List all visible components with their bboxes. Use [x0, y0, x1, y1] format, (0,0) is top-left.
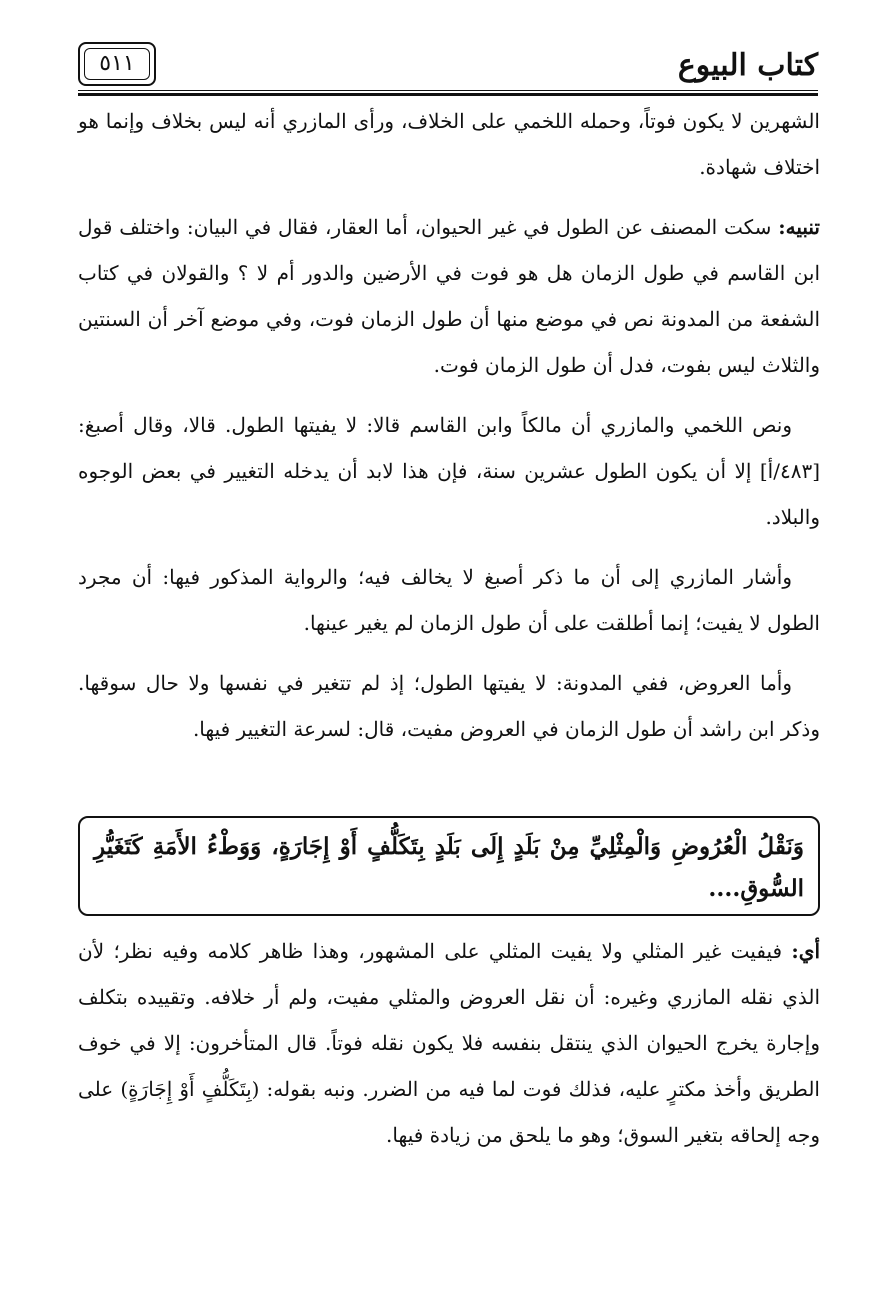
paragraph-text: فيفيت غير المثلي ولا يفيت المثلي على المشهور، وهذا ظاهر كلامه وفيه نظر؛ لأن الذي نقله المازري وغيره: أن نقل العروض والمثلي مفيت، ولم أر خلافه. وتقييده بتكلف وإجارة يخرج الحيوان الذي ينتقل بنفسه فلا يكون نقله فوتاً. قال المتأخرون: إلا في خوف الطريق وأخذ مكترٍ عليه، فذلك فوت لما فيه من الضرر. ونبه بقوله: (بِتَكَلُّفٍ أَوْ إِجَارَةٍ) على وجه إلحاقه بتغير السوق؛ وهو ما يلحق من زيادة فيها. — [78, 939, 820, 1147]
page-number: ٥١١ — [99, 51, 135, 76]
paragraph-text: سكت المصنف عن الطول في غير الحيوان، أما العقار، فقال في البيان: واختلف قول ابن القاسم في طول الزمان هل هو فوت في الأرضين والدور أم لا ؟ والقولان في كتاب الشفعة من المدونة نص في موضع منها أن طول الزمان فوت، وفي موضع آخر أن السنتين والثلاث ليس بفوت، فدل أن طول الزمان فوت. — [78, 215, 820, 377]
paragraph — [78, 554, 820, 646]
commentary-top — [78, 98, 820, 766]
paragraph-text: وأشار المازري إلى أن ما ذكر أصبغ لا يخالف فيه؛ والرواية المذكور فيها: أن مجرد الطول لا يفيت؛ إنما أطلقت على أن طول الزمان لم يغير عينها. — [78, 565, 820, 635]
page-number-frame — [78, 42, 156, 86]
paragraph — [78, 204, 820, 388]
header-rule — [78, 93, 818, 96]
matn-box — [78, 816, 820, 916]
chapter-title: كتاب البيوع — [677, 48, 818, 83]
header-thin-rule — [78, 90, 818, 91]
page-header — [78, 38, 818, 96]
paragraph — [78, 928, 820, 1158]
paragraph-lead: تنبيه: — [778, 215, 820, 239]
commentary-bottom — [78, 928, 820, 1172]
paragraph — [78, 98, 820, 190]
paragraph-lead: أي: — [791, 939, 820, 963]
paragraph-text: الشهرين لا يكون فوتاً، وحمله اللخمي على الخلاف، ورأى المازري أنه ليس بخلاف وإنما هو اختلاف شهادة. — [78, 109, 820, 179]
paragraph-text: وأما العروض، ففي المدونة: لا يفيتها الطول؛ إذ لم تتغير في نفسها ولا حال سوقها. وذكر ابن راشد أن طول الزمان في العروض مفيت، قال: لسرعة التغيير فيها. — [78, 671, 820, 741]
paragraph — [78, 660, 820, 752]
paragraph-text: ونص اللخمي والمازري أن مالكاً وابن القاسم قالا: لا يفيتها الطول. قالا، وقال أصبغ: [٤٨٣/أ] إلا أن يكون الطول عشرين سنة، فإن هذا لابد أن يدخله التغيير في بعض الوجوه والبلاد. — [78, 413, 820, 529]
matn-text: وَنَقْلُ الْعُرُوضِ وَالْمِثْلِيِّ مِنْ بَلَدٍ إِلَى بَلَدٍ بِتَكَلُّفٍ أَوْ إِجَارَةٍ، وَوَطْءُ الأَمَةِ كَتَغَيُّرِ السُّوقِ.... — [94, 833, 804, 902]
paragraph — [78, 402, 820, 540]
